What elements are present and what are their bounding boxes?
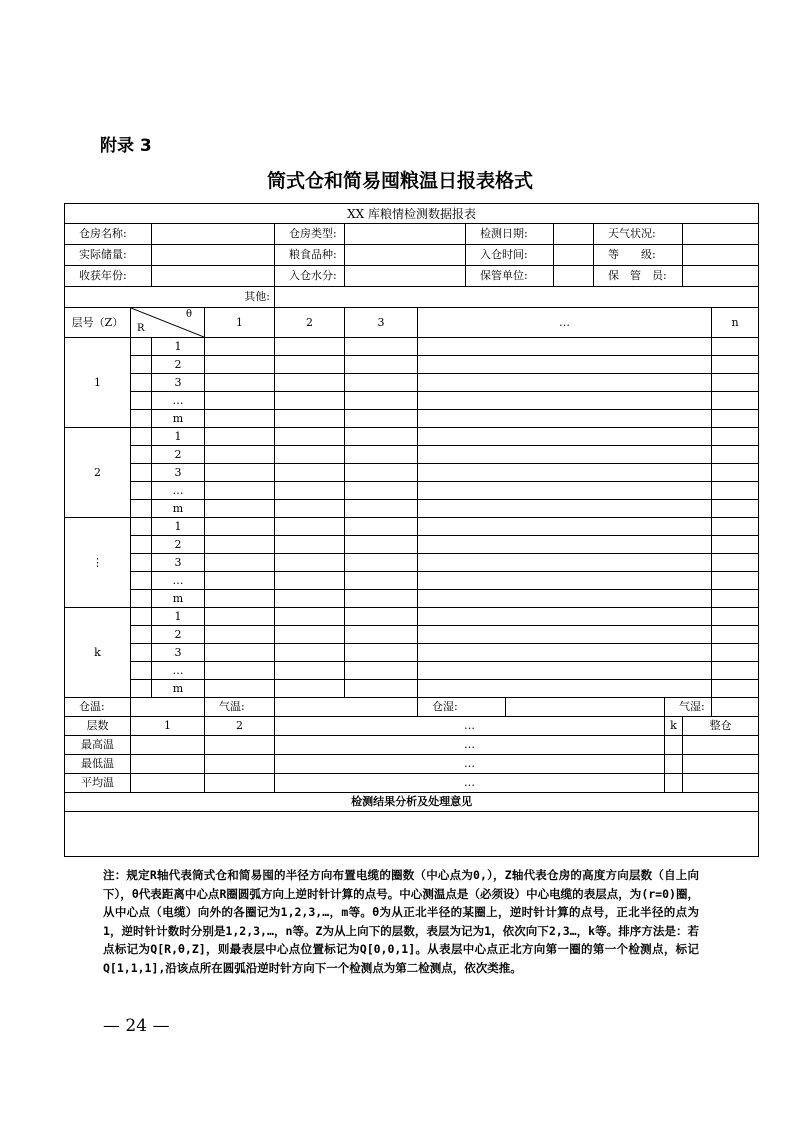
data-cell bbox=[712, 356, 759, 374]
ring-number: m bbox=[152, 410, 205, 428]
ring-number: … bbox=[152, 572, 205, 590]
layer-gap-cell bbox=[131, 572, 152, 590]
layer-label: k bbox=[65, 608, 131, 698]
layer-row bbox=[65, 608, 759, 626]
air-temp-value bbox=[275, 698, 418, 717]
grade-label: 等 级: bbox=[594, 245, 683, 266]
layer-row bbox=[65, 482, 759, 500]
air-humidity-value bbox=[712, 698, 759, 717]
summary-col-k: k bbox=[665, 717, 683, 736]
summary-row-label: 平均温 bbox=[65, 774, 131, 793]
custody-unit-value bbox=[554, 266, 594, 287]
data-cell bbox=[712, 662, 759, 680]
summary-col-2: 2 bbox=[205, 717, 275, 736]
data-cell bbox=[712, 392, 759, 410]
data-cell bbox=[275, 680, 345, 698]
keeper-value bbox=[683, 266, 759, 287]
data-cell bbox=[345, 536, 418, 554]
data-cell bbox=[205, 626, 275, 644]
data-cell bbox=[418, 338, 712, 356]
data-cell bbox=[205, 428, 275, 446]
data-cell bbox=[418, 626, 712, 644]
ring-number: 3 bbox=[152, 464, 205, 482]
other-label: 其他: bbox=[65, 287, 275, 308]
data-cell bbox=[345, 500, 418, 518]
data-cell bbox=[712, 518, 759, 536]
summary-cell bbox=[205, 736, 275, 755]
layer-gap-cell bbox=[131, 518, 152, 536]
analysis-title: 检测结果分析及处理意见 bbox=[65, 793, 759, 812]
summary-cell bbox=[665, 774, 683, 793]
custody-unit-label: 保管单位: bbox=[466, 266, 554, 287]
ring-number: m bbox=[152, 590, 205, 608]
col-header-2: 2 bbox=[275, 308, 345, 338]
layer-row bbox=[65, 356, 759, 374]
data-cell bbox=[418, 446, 712, 464]
data-cell bbox=[418, 554, 712, 572]
data-cell bbox=[205, 662, 275, 680]
data-cell bbox=[275, 536, 345, 554]
entry-time-value bbox=[554, 245, 594, 266]
summary-row-ellipsis: … bbox=[275, 736, 665, 755]
summary-cell bbox=[131, 774, 205, 793]
data-cell bbox=[418, 644, 712, 662]
data-cell bbox=[205, 392, 275, 410]
data-cell bbox=[275, 410, 345, 428]
data-cell bbox=[275, 428, 345, 446]
data-cell bbox=[205, 410, 275, 428]
data-cell bbox=[345, 464, 418, 482]
summary-cell bbox=[205, 774, 275, 793]
theta-label: θ bbox=[185, 309, 192, 320]
layer-row bbox=[65, 374, 759, 392]
data-cell bbox=[418, 356, 712, 374]
col-header-3: 3 bbox=[345, 308, 418, 338]
data-cell bbox=[345, 644, 418, 662]
page-number: — 24 — bbox=[103, 1016, 170, 1036]
data-cell bbox=[205, 680, 275, 698]
layer-label: 1 bbox=[65, 338, 131, 428]
ring-number: 3 bbox=[152, 644, 205, 662]
layer-gap-cell bbox=[131, 662, 152, 680]
data-cell bbox=[712, 572, 759, 590]
data-cell bbox=[712, 374, 759, 392]
data-cell bbox=[712, 608, 759, 626]
layer-row bbox=[65, 464, 759, 482]
layer-label: ⋮ bbox=[65, 518, 131, 608]
data-cell bbox=[205, 500, 275, 518]
layer-row bbox=[65, 662, 759, 680]
ring-number: 1 bbox=[152, 518, 205, 536]
col-header-ellipsis: … bbox=[418, 308, 712, 338]
layer-row bbox=[65, 338, 759, 356]
data-cell bbox=[275, 464, 345, 482]
ring-number: … bbox=[152, 392, 205, 410]
data-cell bbox=[345, 572, 418, 590]
warehouse-type-label: 仓房类型: bbox=[275, 224, 345, 245]
warehouse-name-label: 仓房名称: bbox=[65, 224, 152, 245]
layer-gap-cell bbox=[131, 374, 152, 392]
layer-row bbox=[65, 536, 759, 554]
test-date-label: 检测日期: bbox=[466, 224, 554, 245]
actual-storage-label: 实际储量: bbox=[65, 245, 152, 266]
data-cell bbox=[345, 518, 418, 536]
data-cell bbox=[205, 518, 275, 536]
data-cell bbox=[712, 338, 759, 356]
ring-number: m bbox=[152, 500, 205, 518]
summary-row-ellipsis: … bbox=[275, 755, 665, 774]
layer-gap-cell bbox=[131, 428, 152, 446]
layer-gap-cell bbox=[131, 554, 152, 572]
ring-number: 2 bbox=[152, 536, 205, 554]
ring-number: 2 bbox=[152, 446, 205, 464]
room-humidity-label: 仓湿: bbox=[418, 698, 506, 717]
data-cell bbox=[205, 356, 275, 374]
layer-gap-cell bbox=[131, 536, 152, 554]
layer-gap-cell bbox=[131, 446, 152, 464]
data-cell bbox=[418, 608, 712, 626]
footnote: 注：规定R轴代表筒式仓和简易囤的半径方向布置电缆的圈数（中心点为0,），Z轴代表仓房的高度方向层数（自上向下），θ代表距离中心点R圈圆弧方向上逆时针计算的点号。中心测温点是（必须设）中心电缆的表层点，为(r=0)圈，从中心点（电缆）向外的各圈记为1,2,3,…，m等。θ为从正北半径的某圈上，逆时针计算的点号，正北半径的点为1，逆时针计数时分别是1,2,3,…，n等。Z为从上向下的层数，表层为记为1，依次向下2,3…，k等。排序方法是：若点标记为Q[R,θ,Z]，则最表层中心点位置标记为Q[0,0,1]。从表层中心点正北方向第一圈的第一个检测点，标记Q[1,1,1],沿该点所在圆弧沿逆时针方向下一个检测点为第二检测点，依次类推。 bbox=[103, 868, 699, 975]
report-table bbox=[64, 203, 759, 857]
test-date-value bbox=[554, 224, 594, 245]
layer-gap-cell bbox=[131, 590, 152, 608]
data-cell bbox=[712, 482, 759, 500]
summary-cell bbox=[683, 755, 759, 774]
grain-variety-label: 粮食品种: bbox=[275, 245, 345, 266]
summary-cell bbox=[131, 736, 205, 755]
data-cell bbox=[345, 554, 418, 572]
data-cell bbox=[345, 590, 418, 608]
harvest-year-label: 收获年份: bbox=[65, 266, 152, 287]
harvest-year-value bbox=[152, 266, 275, 287]
layer-gap-cell bbox=[131, 608, 152, 626]
weather-label: 天气状况: bbox=[594, 224, 683, 245]
data-cell bbox=[712, 626, 759, 644]
air-humidity-label: 气湿: bbox=[665, 698, 712, 717]
data-cell bbox=[345, 662, 418, 680]
data-cell bbox=[275, 644, 345, 662]
summary-cell bbox=[131, 755, 205, 774]
layer-gap-cell bbox=[131, 356, 152, 374]
warehouse-name-value bbox=[152, 224, 275, 245]
data-cell bbox=[205, 446, 275, 464]
data-cell bbox=[205, 554, 275, 572]
ring-number: m bbox=[152, 680, 205, 698]
data-cell bbox=[345, 608, 418, 626]
room-humidity-value bbox=[506, 698, 665, 717]
layer-row bbox=[65, 572, 759, 590]
data-cell bbox=[712, 644, 759, 662]
data-cell bbox=[418, 482, 712, 500]
data-cell bbox=[345, 374, 418, 392]
data-cell bbox=[275, 554, 345, 572]
grain-variety-value bbox=[345, 245, 466, 266]
layer-gap-cell bbox=[131, 464, 152, 482]
summary-cell bbox=[665, 736, 683, 755]
data-cell bbox=[418, 428, 712, 446]
layer-row bbox=[65, 500, 759, 518]
layer-row bbox=[65, 392, 759, 410]
layer-gap-cell bbox=[131, 392, 152, 410]
data-cell bbox=[418, 572, 712, 590]
data-cell bbox=[275, 374, 345, 392]
data-cell bbox=[418, 518, 712, 536]
data-cell bbox=[712, 536, 759, 554]
data-cell bbox=[345, 410, 418, 428]
data-cell bbox=[712, 590, 759, 608]
data-cell bbox=[418, 590, 712, 608]
data-cell bbox=[275, 590, 345, 608]
entry-moisture-label: 入仓水分: bbox=[275, 266, 345, 287]
data-cell bbox=[712, 446, 759, 464]
layer-gap-cell bbox=[131, 500, 152, 518]
data-cell bbox=[345, 428, 418, 446]
data-cell bbox=[275, 338, 345, 356]
keeper-label: 保 管 员: bbox=[594, 266, 683, 287]
data-cell bbox=[275, 446, 345, 464]
ring-number: 2 bbox=[152, 356, 205, 374]
ring-number: 1 bbox=[152, 338, 205, 356]
data-cell bbox=[345, 482, 418, 500]
data-cell bbox=[418, 680, 712, 698]
appendix-label: 附录 3 bbox=[100, 136, 152, 156]
ring-number: 3 bbox=[152, 374, 205, 392]
data-cell bbox=[275, 500, 345, 518]
data-cell bbox=[275, 626, 345, 644]
report-caption: XX 库粮情检测数据报表 bbox=[65, 204, 759, 224]
data-cell bbox=[275, 662, 345, 680]
summary-cell bbox=[683, 774, 759, 793]
data-cell bbox=[275, 392, 345, 410]
data-cell bbox=[712, 554, 759, 572]
col-header-n: n bbox=[712, 308, 759, 338]
grade-value bbox=[683, 245, 759, 266]
data-cell bbox=[345, 446, 418, 464]
data-cell bbox=[712, 464, 759, 482]
data-cell bbox=[275, 518, 345, 536]
air-temp-label: 气温: bbox=[205, 698, 275, 717]
data-cell bbox=[418, 464, 712, 482]
layer-gap-cell bbox=[131, 410, 152, 428]
warehouse-type-value bbox=[345, 224, 466, 245]
summary-cell bbox=[665, 755, 683, 774]
room-temp-value bbox=[131, 698, 205, 717]
page-title: 筒式仓和简易囤粮温日报表格式 bbox=[266, 170, 533, 192]
entry-moisture-value bbox=[345, 266, 466, 287]
layer-row bbox=[65, 644, 759, 662]
data-cell bbox=[275, 608, 345, 626]
ring-number: 3 bbox=[152, 554, 205, 572]
data-cell bbox=[275, 482, 345, 500]
data-cell bbox=[205, 374, 275, 392]
room-temp-label: 仓温: bbox=[65, 698, 131, 717]
layer-row bbox=[65, 554, 759, 572]
layer-gap-cell bbox=[131, 644, 152, 662]
r-theta-diagonal-header bbox=[131, 308, 205, 338]
summary-col-1: 1 bbox=[131, 717, 205, 736]
data-cell bbox=[712, 500, 759, 518]
layer-gap-cell bbox=[131, 680, 152, 698]
weather-value bbox=[683, 224, 759, 245]
data-cell bbox=[205, 536, 275, 554]
col-header-1: 1 bbox=[205, 308, 275, 338]
layer-row bbox=[65, 428, 759, 446]
data-cell bbox=[205, 338, 275, 356]
data-cell bbox=[345, 680, 418, 698]
r-label: R bbox=[137, 323, 145, 334]
summary-cell bbox=[683, 736, 759, 755]
layer-gap-cell bbox=[131, 626, 152, 644]
summary-col-ellipsis: … bbox=[275, 717, 665, 736]
summary-layers-label: 层数 bbox=[65, 717, 131, 736]
data-cell bbox=[275, 572, 345, 590]
data-cell bbox=[205, 644, 275, 662]
summary-row-label: 最高温 bbox=[65, 736, 131, 755]
entry-time-label: 入仓时间: bbox=[466, 245, 554, 266]
summary-col-whole: 整仓 bbox=[683, 717, 759, 736]
data-cell bbox=[205, 464, 275, 482]
layer-row bbox=[65, 518, 759, 536]
layer-row bbox=[65, 626, 759, 644]
ring-number: 2 bbox=[152, 626, 205, 644]
data-cell bbox=[345, 392, 418, 410]
other-value bbox=[275, 287, 759, 308]
ring-number: … bbox=[152, 662, 205, 680]
data-cell bbox=[418, 410, 712, 428]
layer-gap-cell bbox=[131, 482, 152, 500]
data-cell bbox=[418, 392, 712, 410]
actual-storage-value bbox=[152, 245, 275, 266]
ring-number: … bbox=[152, 482, 205, 500]
summary-row-ellipsis: … bbox=[275, 774, 665, 793]
data-cell bbox=[418, 536, 712, 554]
data-cell bbox=[345, 338, 418, 356]
layer-header: 层号（Z） bbox=[65, 308, 131, 338]
data-cell bbox=[345, 356, 418, 374]
layer-row bbox=[65, 590, 759, 608]
ring-number: 1 bbox=[152, 428, 205, 446]
summary-row-label: 最低温 bbox=[65, 755, 131, 774]
data-cell bbox=[712, 410, 759, 428]
data-cell bbox=[345, 626, 418, 644]
layer-gap-cell bbox=[131, 338, 152, 356]
summary-cell bbox=[205, 755, 275, 774]
data-cell bbox=[712, 680, 759, 698]
data-cell bbox=[205, 482, 275, 500]
layer-label: 2 bbox=[65, 428, 131, 518]
data-cell bbox=[275, 356, 345, 374]
data-cell bbox=[418, 500, 712, 518]
data-cell bbox=[418, 662, 712, 680]
data-cell bbox=[205, 590, 275, 608]
data-cell bbox=[205, 572, 275, 590]
layer-row bbox=[65, 446, 759, 464]
layer-row bbox=[65, 410, 759, 428]
data-cell bbox=[205, 608, 275, 626]
data-cell bbox=[418, 374, 712, 392]
analysis-content bbox=[65, 812, 759, 857]
layer-row bbox=[65, 680, 759, 698]
ring-number: 1 bbox=[152, 608, 205, 626]
data-cell bbox=[712, 428, 759, 446]
